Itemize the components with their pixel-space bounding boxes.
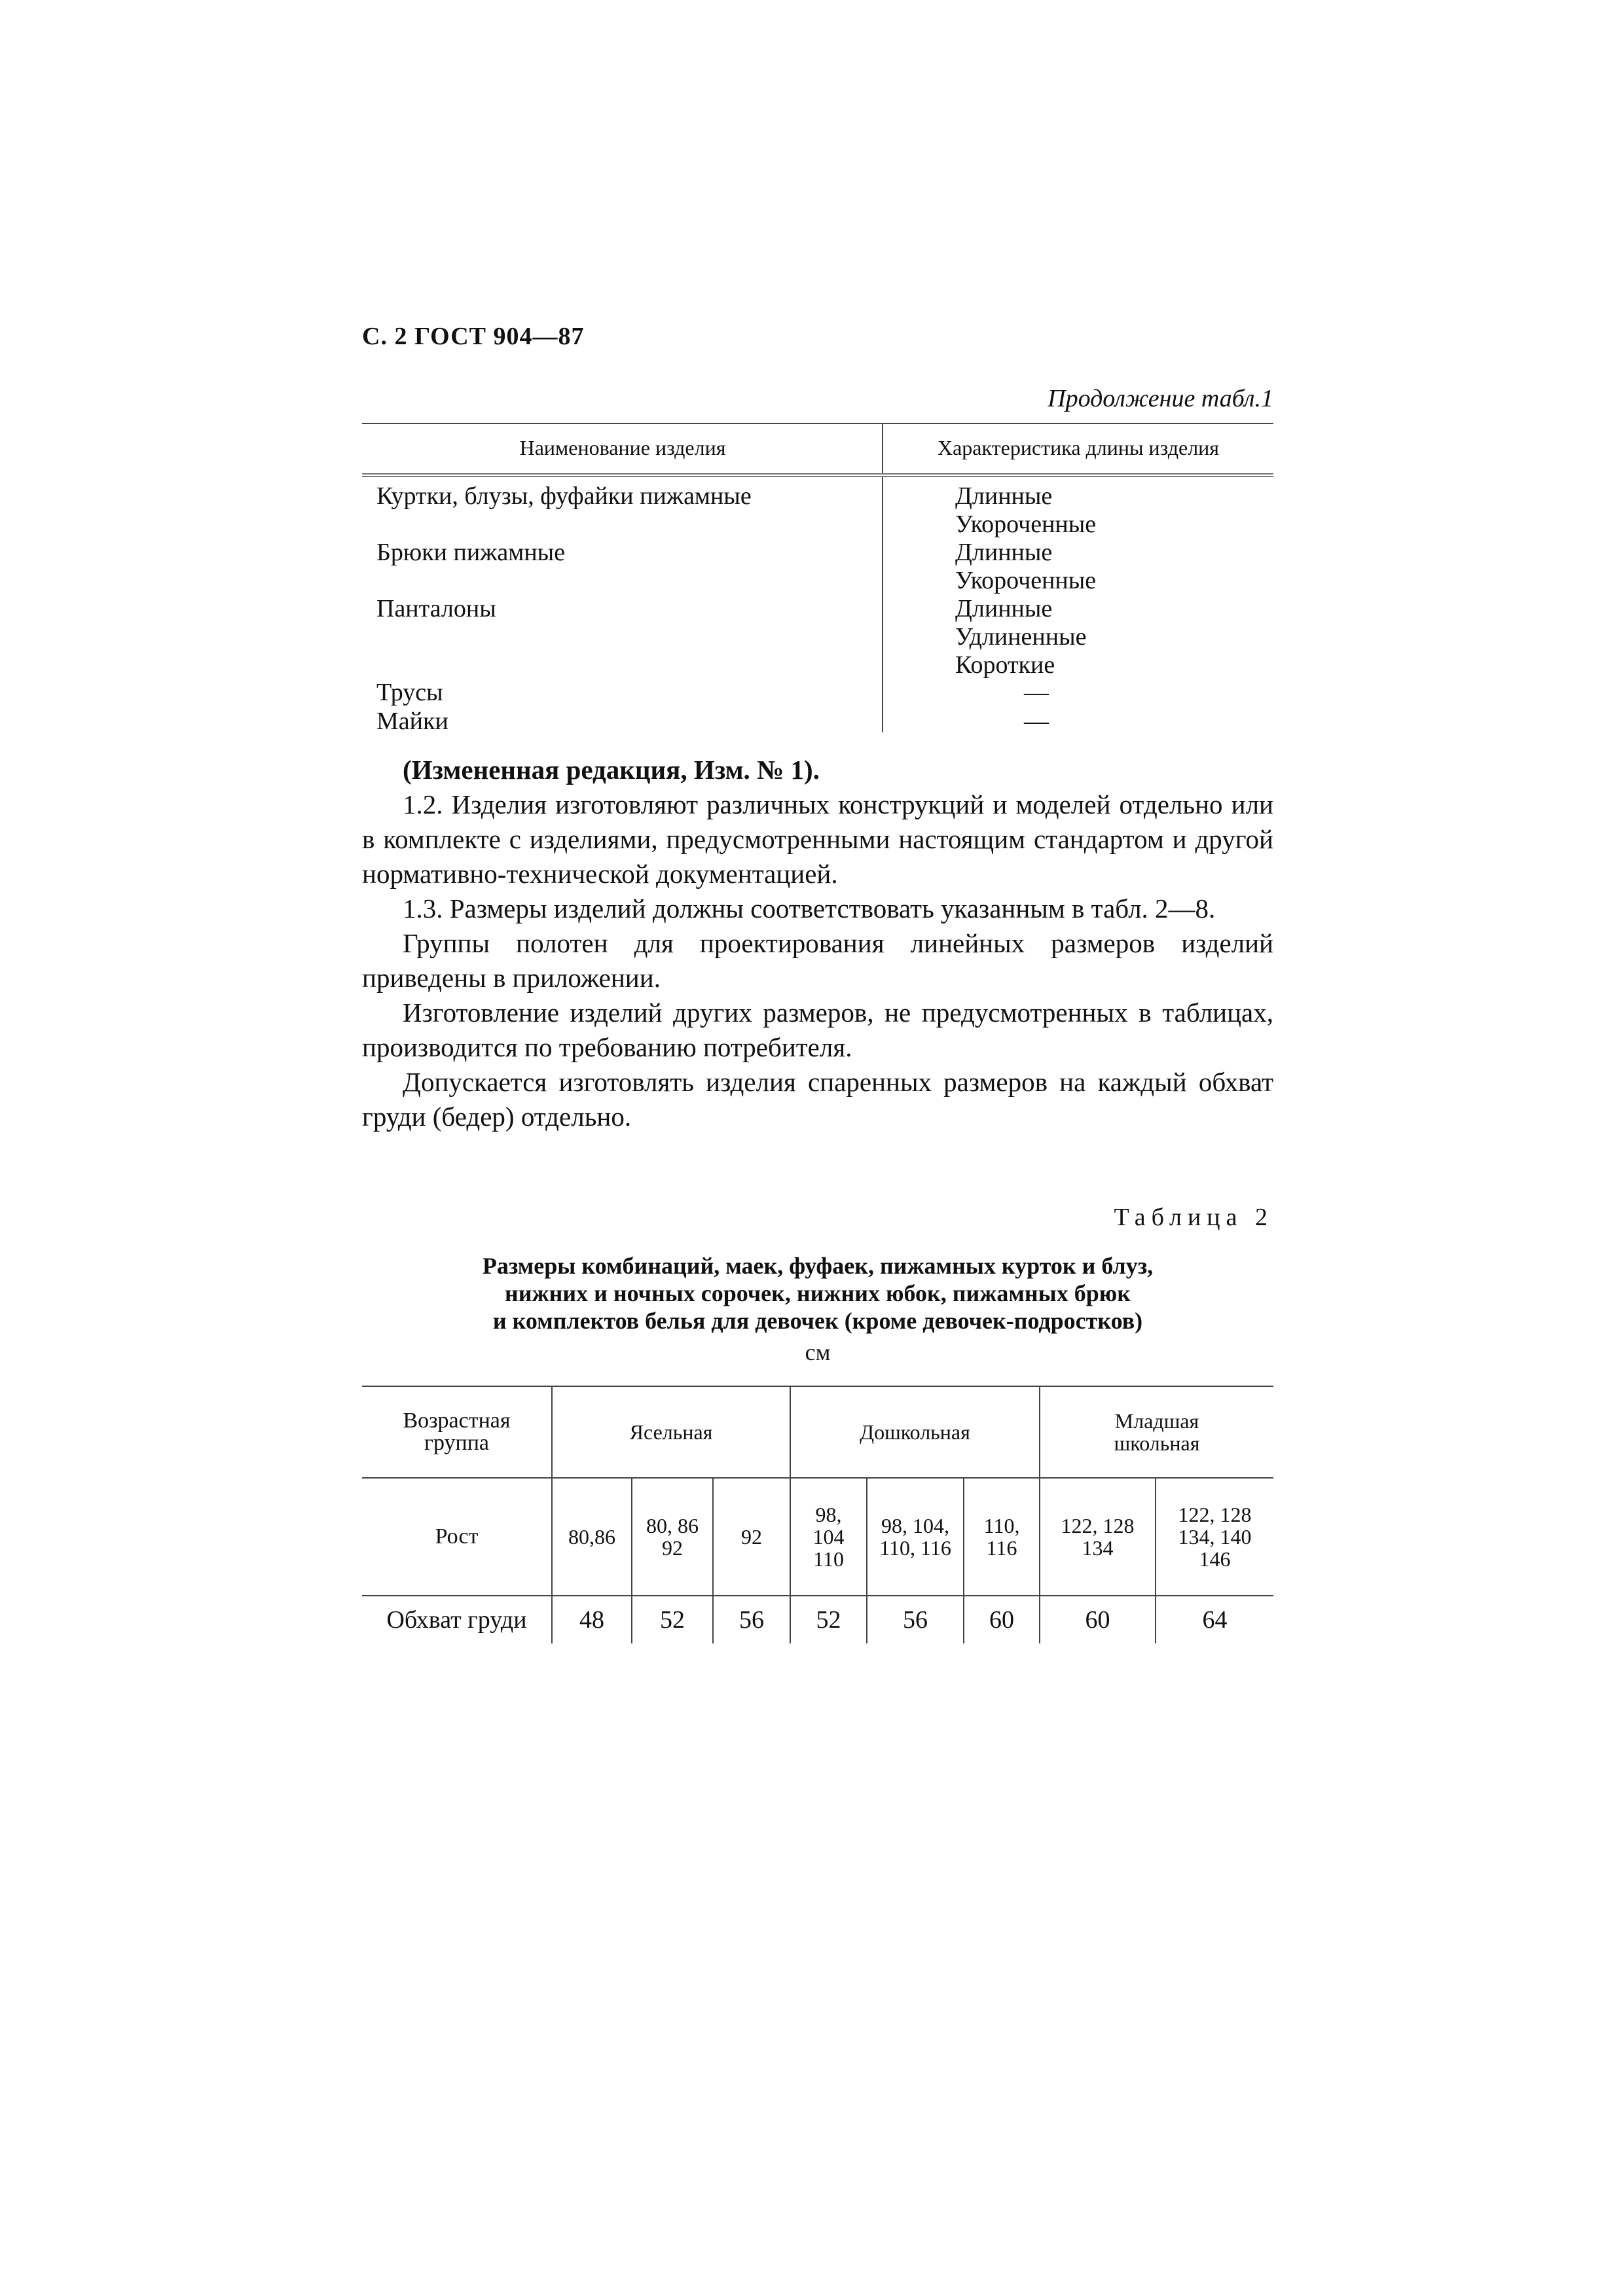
table1-col-header-name: Наименование изделия <box>519 436 726 459</box>
row-header-chest: Обхват груди <box>362 1596 552 1643</box>
table2-title <box>362 1252 1273 1335</box>
height-cell: 80,86 <box>552 1478 632 1596</box>
length-type: Длинные <box>955 482 1053 510</box>
table1-col-header-length: Характеристика длины изделия <box>937 436 1219 459</box>
chest-cell: 52 <box>790 1596 867 1643</box>
table2-label: Таблица 2 <box>1114 1204 1273 1231</box>
height-cell: 98, 104 110 <box>790 1478 867 1596</box>
clause-1-3: 1.3. Размеры изделий должны соответствовать указанным в табл. 2—8. <box>403 893 1216 924</box>
length-type: Короткие <box>955 651 1055 679</box>
height-cell: 110, 116 <box>964 1478 1040 1596</box>
age-group-junior-school: Младшая школьная <box>1040 1386 1273 1478</box>
product-name: Трусы <box>376 679 443 706</box>
age-group-preschool: Дошкольная <box>790 1386 1040 1478</box>
table2 <box>362 1386 1273 1643</box>
height-cell: 122, 128 134, 140 146 <box>1156 1478 1273 1596</box>
table1-body <box>362 477 1273 735</box>
length-type: Укороченные <box>955 511 1097 538</box>
table2-title-line: Размеры комбинаций, маек, фуфаек, пижамных курток и блуз, <box>482 1253 1154 1279</box>
table2-unit: см <box>805 1339 831 1365</box>
length-type: Укороченные <box>955 567 1097 594</box>
chest-cell: 60 <box>964 1596 1040 1643</box>
length-type: — <box>1024 679 1049 706</box>
product-name: Майки <box>376 708 448 735</box>
length-type: Длинные <box>955 539 1053 566</box>
length-type: Длинные <box>955 595 1053 622</box>
height-cell: 80, 86 92 <box>632 1478 713 1596</box>
product-name: Панталоны <box>376 595 496 622</box>
paragraph-other-sizes: Изготовление изделий других размеров, не предусмотренных в таблицах, производится по требованию потребителя. <box>362 997 1273 1062</box>
height-row <box>362 1478 1273 1596</box>
length-type: — <box>1024 708 1049 735</box>
height-cell: 98, 104, 110, 116 <box>867 1478 964 1596</box>
chest-cell: 56 <box>713 1596 790 1643</box>
chest-cell: 52 <box>632 1596 713 1643</box>
table2-title-line: и комплектов белья для девочек (кроме девочек-подростков) <box>492 1308 1143 1334</box>
table2-title-line: нижних и ночных сорочек, нижних юбок, пижамных брюк <box>505 1280 1131 1306</box>
page-header: С. 2 ГОСТ 904—87 <box>362 323 585 350</box>
paragraph-fabric-groups: Группы полотен для проектирования линейных размеров изделий приведены в приложении. <box>362 928 1273 993</box>
height-cell: 122, 128 134 <box>1040 1478 1156 1596</box>
table1-header <box>362 423 1273 477</box>
length-type: Удлиненные <box>955 623 1087 651</box>
chest-cell: 56 <box>867 1596 964 1643</box>
product-name: Куртки, блузы, фуфайки пижамные <box>376 482 752 510</box>
table1-continuation-label: Продолжение табл.1 <box>1048 385 1273 412</box>
row-header-age-group: Возрастная группа <box>362 1386 552 1478</box>
paragraph-paired-sizes: Допускается изготовлять изделия спаренных размеров на каждый обхват груди (бедер) отдельно. <box>362 1067 1273 1132</box>
age-group-nursery: Ясельная <box>552 1386 790 1478</box>
chest-cell: 64 <box>1156 1596 1273 1643</box>
table1 <box>362 423 1273 735</box>
product-name: Брюки пижамные <box>376 539 566 566</box>
body-text <box>362 753 1273 1134</box>
row-header-height: Рост <box>362 1478 552 1596</box>
chest-cell: 60 <box>1040 1596 1156 1643</box>
age-group-row <box>362 1386 1273 1478</box>
amendment-note: (Измененная редакция, Изм. № 1). <box>403 755 820 785</box>
chest-row <box>362 1596 1273 1643</box>
clause-1-2: 1.2. Изделия изготовляют различных конструкций и моделей отдельно или в комплекте с изделиями, предусмотренными настоящим стандартом и другой нормативно-технической документацией. <box>362 789 1273 889</box>
chest-cell: 48 <box>552 1596 632 1643</box>
height-cell: 92 <box>713 1478 790 1596</box>
